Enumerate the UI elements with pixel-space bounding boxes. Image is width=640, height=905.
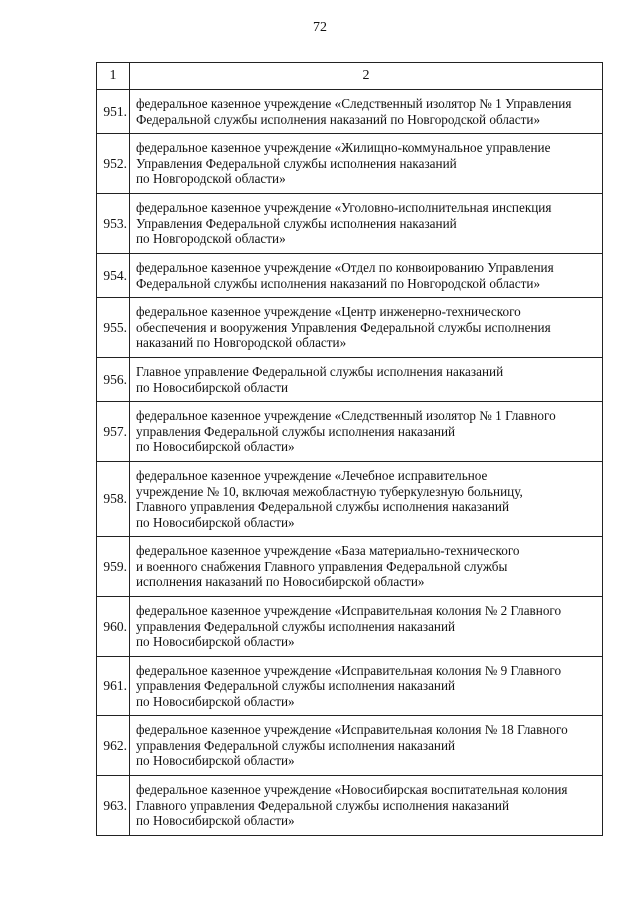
table-row <box>97 254 603 298</box>
table-row <box>97 657 603 716</box>
row-number: 954. <box>97 254 130 298</box>
row-text: федеральное казенное учреждение «Новосибирская воспитательная колония Главного управления Федеральной службы исполнения наказаний по Новосибирской области» <box>130 776 603 836</box>
table-row <box>97 90 603 134</box>
row-number: 960. <box>97 597 130 657</box>
row-text: федеральное казенное учреждение «Следственный изолятор № 1 Главного управления Федеральной службы исполнения наказаний по Новосибирской области» <box>130 402 603 462</box>
row-number: 957. <box>97 402 130 462</box>
row-text: федеральное казенное учреждение «Уголовно-исполнительная инспекция Управления Федеральной службы исполнения наказаний по Новгородской области» <box>130 194 603 254</box>
row-number: 958. <box>97 462 130 537</box>
institutions-table <box>96 62 603 836</box>
row-number: 962. <box>97 716 130 776</box>
row-number: 963. <box>97 776 130 836</box>
row-text: федеральное казенное учреждение «База материально-технического и военного снабжения Главного управления Федеральной службы исполнения наказаний по Новосибирской области» <box>130 537 603 597</box>
column-header-2: 2 <box>130 63 603 90</box>
row-text: федеральное казенное учреждение «Центр инженерно-технического обеспечения и вооружения Управления Федеральной службы исполнения наказаний по Новгородской области» <box>130 298 603 358</box>
row-text: федеральное казенное учреждение «Исправительная колония № 2 Главного управления Федеральной службы исполнения наказаний по Новосибирской области» <box>130 597 603 657</box>
row-text: федеральное казенное учреждение «Исправительная колония № 9 Главного управления Федеральной службы исполнения наказаний по Новосибирской области» <box>130 657 603 716</box>
row-text: федеральное казенное учреждение «Исправительная колония № 18 Главного управления Федеральной службы исполнения наказаний по Новосибирской области» <box>130 716 603 776</box>
table-row <box>97 194 603 254</box>
row-number: 955. <box>97 298 130 358</box>
row-text: федеральное казенное учреждение «Отдел по конвоированию Управления Федеральной службы исполнения наказаний по Новгородской области» <box>130 254 603 298</box>
table-row <box>97 134 603 194</box>
row-text: федеральное казенное учреждение «Лечебное исправительное учреждение № 10, включая межобластную туберкулезную больницу, Главного управления Федеральной службы исполнения наказаний по Новосибирской области» <box>130 462 603 537</box>
row-number: 959. <box>97 537 130 597</box>
row-number: 956. <box>97 358 130 402</box>
table-row <box>97 597 603 657</box>
row-text: федеральное казенное учреждение «Следственный изолятор № 1 Управления Федеральной службы исполнения наказаний по Новгородской области» <box>130 90 603 134</box>
table-row <box>97 402 603 462</box>
row-number: 953. <box>97 194 130 254</box>
table-row <box>97 298 603 358</box>
table-row <box>97 716 603 776</box>
table-header-row <box>97 63 603 90</box>
table-row <box>97 776 603 836</box>
table-row <box>97 358 603 402</box>
row-number: 961. <box>97 657 130 716</box>
row-number: 951. <box>97 90 130 134</box>
column-header-1: 1 <box>97 63 130 90</box>
row-text: федеральное казенное учреждение «Жилищно-коммунальное управление Управления Федеральной службы исполнения наказаний по Новгородской области» <box>130 134 603 194</box>
row-text: Главное управление Федеральной службы исполнения наказаний по Новосибирской области <box>130 358 603 402</box>
table-row <box>97 537 603 597</box>
table-row <box>97 462 603 537</box>
page-number: 72 <box>313 20 327 35</box>
row-number: 952. <box>97 134 130 194</box>
